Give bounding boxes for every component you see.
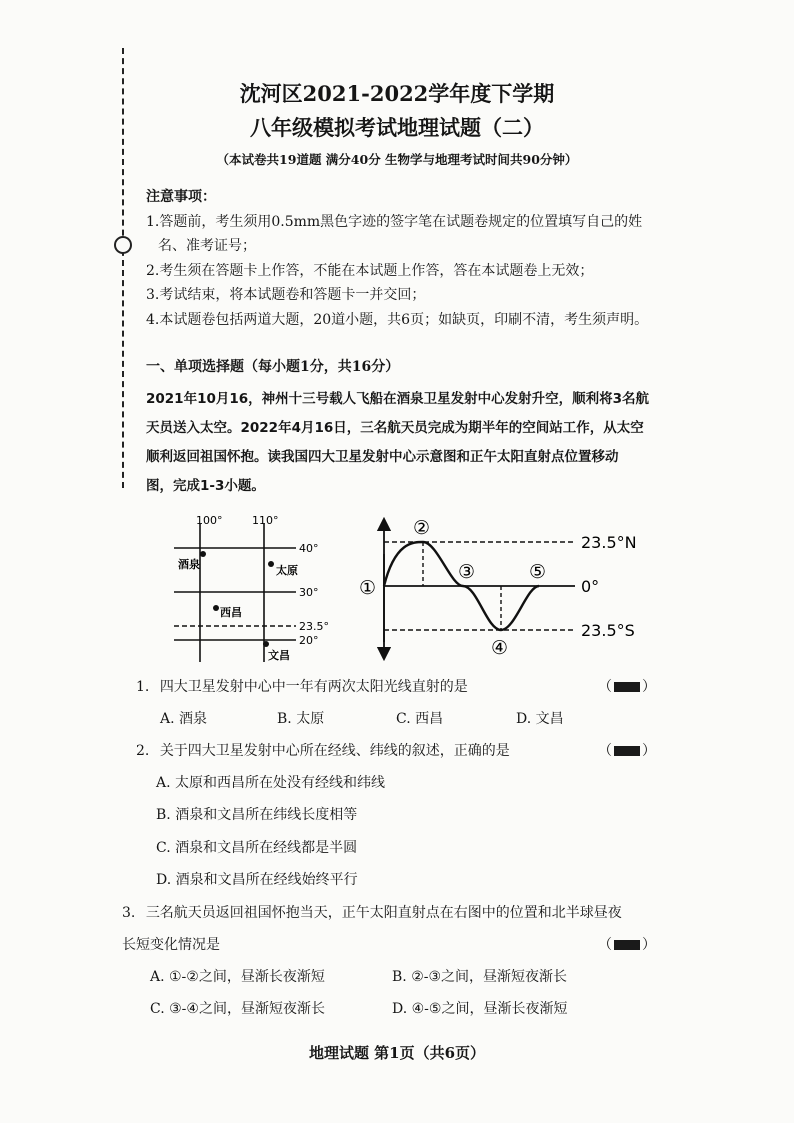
option: A. 太原和西昌所在处没有经线和纬线	[156, 775, 386, 791]
page-footer: 地理试题 第1页（共6页）	[308, 1044, 486, 1062]
notice-item: 1.答题前，考生须用0.5mm黑色字迹的签字笔在试题卷规定的位置填写自己的姓	[146, 213, 643, 230]
lat-label: 40°	[299, 542, 319, 555]
intro-line: 图，完成1-3小题。	[146, 478, 265, 494]
bracket-close: ）	[642, 743, 656, 759]
bracket-open: （	[598, 937, 612, 953]
question-stem: 关于四大卫星发射中心所在经线、纬线的叙述，正确的是	[159, 743, 510, 759]
option: D. ④-⑤之间，昼渐长夜渐短	[392, 1001, 568, 1017]
lat-label: 20°	[299, 634, 319, 647]
notice-item: 2.考生须在答题卡上作答，不能在本试题上作答，答在本试题卷上无效；	[146, 262, 594, 279]
question-2	[136, 740, 656, 760]
notice-item: 名、准考证号；	[158, 238, 256, 254]
intro-line: 2021年10月16，神州十三号载人飞船在酒泉卫星发射中心发射升空，顺利将3名航	[146, 391, 650, 407]
point-label-5: ⑤	[529, 561, 547, 583]
question-number: 1.	[136, 679, 150, 695]
section1-intro	[146, 385, 666, 501]
question-number: 2.	[136, 743, 150, 759]
bracket-open: （	[598, 679, 612, 695]
lat-label-north: 23.5°N	[581, 533, 637, 552]
option: B. 酒泉和文昌所在纬线长度相等	[156, 807, 358, 823]
option: C. ③-④之间，昼渐短夜渐长	[150, 1001, 325, 1017]
option: C. 西昌	[396, 711, 444, 727]
bracket-close: ）	[642, 937, 656, 953]
question-stem: 长短变化情况是	[122, 937, 220, 953]
site-label: 文昌	[268, 649, 290, 662]
notice-heading: 注意事项：	[146, 189, 216, 205]
site-label: 西昌	[220, 606, 242, 619]
lat-label: 30°	[299, 586, 319, 599]
binding-hole	[114, 236, 132, 254]
bracket-close: ）	[642, 679, 656, 695]
option: D. 文昌	[516, 711, 564, 727]
option: C. 酒泉和文昌所在经线都是半圆	[156, 840, 358, 856]
point-label-3: ③	[458, 561, 476, 583]
lat-label: 23.5°	[299, 620, 329, 633]
point-label-1: ①	[359, 577, 377, 599]
lat-label-equator: 0°	[581, 577, 600, 596]
site-label: 太原	[276, 564, 298, 577]
sun-direct-point-chart	[355, 514, 655, 664]
option: B. 太原	[277, 711, 325, 727]
option: A. 酒泉	[160, 711, 208, 727]
question-number: 3.	[122, 905, 136, 921]
bracket-open: （	[598, 743, 612, 759]
question-3-cont	[122, 934, 662, 954]
question-stem: 三名航天员返回祖国怀抱当天，正午太阳直射点在右图中的位置和北半球昼夜	[145, 905, 622, 921]
section1-heading: 一、单项选择题（每小题1分，共16分）	[146, 359, 400, 375]
notice-item: 4.本试题卷包括两道大题，20道小题，共6页；如缺页，印刷不清，考生须声明。	[146, 311, 649, 328]
intro-line: 顺利返回祖国怀抱。读我国四大卫星发射中心示意图和正午太阳直射点位置移动	[146, 449, 619, 465]
exam-subtitle: （本试卷共19道题 满分40分 生物学与地理考试时间共90分钟）	[216, 152, 578, 167]
lon-label: 110°	[252, 514, 279, 527]
question-stem: 四大卫星发射中心中一年有两次太阳光线直射的是	[159, 679, 468, 695]
site-marker	[213, 605, 219, 611]
notice-block	[146, 185, 666, 332]
launch-center-map	[168, 512, 348, 667]
answer-bracket	[598, 676, 656, 696]
point-label-2: ②	[413, 517, 431, 539]
option: A. ①-②之间，昼渐长夜渐短	[150, 969, 325, 985]
answer-bracket	[598, 934, 656, 954]
option: D. 酒泉和文昌所在经线始终平行	[156, 872, 358, 888]
notice-item: 3.考试结束，将本试题卷和答题卡一并交回；	[146, 287, 426, 303]
site-marker	[268, 561, 274, 567]
question-1	[136, 676, 656, 696]
answer-redaction	[614, 682, 640, 692]
option: B. ②-③之间，昼渐短夜渐长	[392, 969, 568, 985]
exam-title-line2: 八年级模拟考试地理试题（二）	[250, 115, 544, 140]
lon-label: 100°	[196, 514, 223, 527]
site-marker	[200, 551, 206, 557]
site-marker	[263, 641, 269, 647]
question-3	[122, 902, 662, 922]
point-label-4: ④	[491, 637, 509, 659]
answer-redaction	[614, 746, 640, 756]
site-label: 酒泉	[178, 558, 200, 571]
answer-bracket	[598, 740, 656, 760]
exam-title-line1: 沈河区2021-2022学年度下学期	[239, 81, 555, 106]
answer-redaction	[614, 940, 640, 950]
lat-label-south: 23.5°S	[581, 621, 635, 640]
intro-line: 天员送入太空。2022年4月16日，三名航天员完成为期半年的空间站工作，从太空	[146, 420, 644, 436]
